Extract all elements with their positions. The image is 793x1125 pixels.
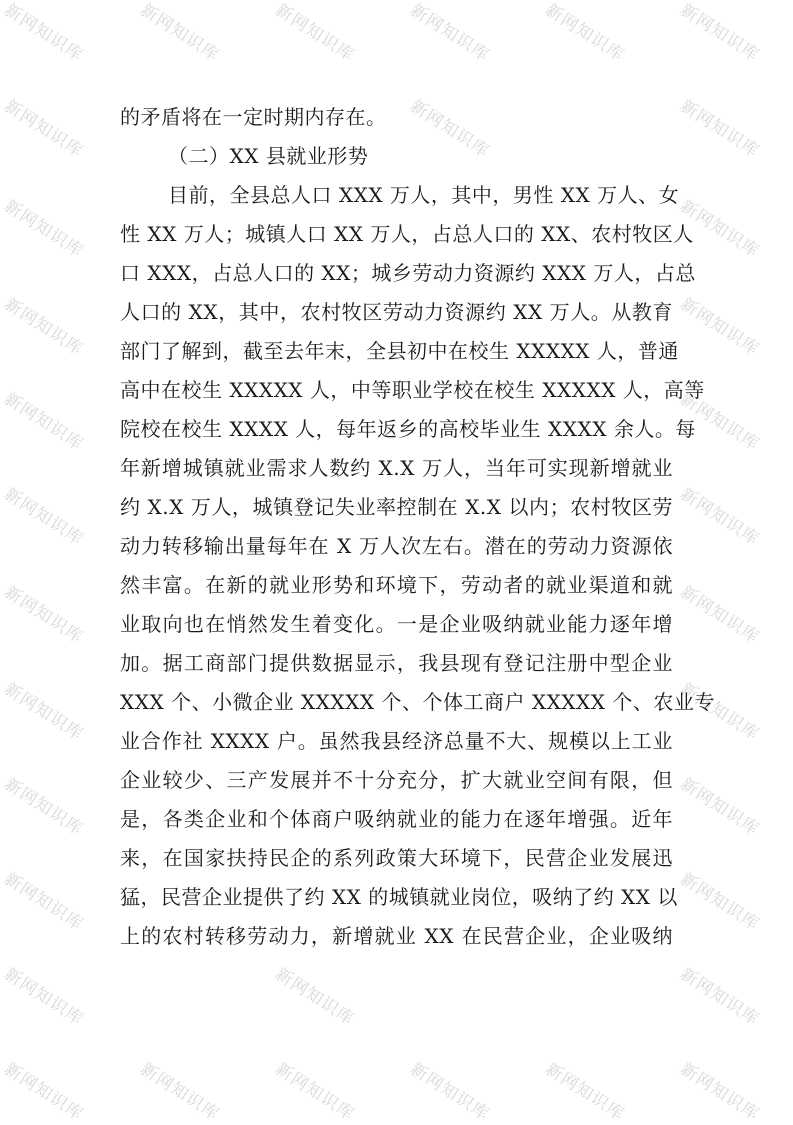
watermark: 新网知识库 [676, 0, 763, 66]
section-heading: （二）XX 县就业形势 [168, 144, 369, 168]
paragraph-line: 业取向也在悄然发生着变化。一是企业吸纳就业能力逐年增 [120, 612, 673, 636]
watermark: 新网知识库 [406, 0, 493, 66]
paragraph-line: 来，在国家扶持民企的系列政策大环境下，民营企业发展迅 [120, 846, 673, 870]
paragraph-line: 上的农村转移劳动力，新增就业 XX 在民营企业，企业吸纳 [120, 924, 673, 948]
watermark: 新网知识库 [271, 964, 358, 1030]
watermark: 新网知识库 [0, 0, 87, 66]
paragraph-line: 部门了解到，截至去年末，全县初中在校生 XXXXX 人，普通 [120, 339, 679, 363]
watermark: 新网知识库 [676, 869, 763, 935]
watermark: 新网知识库 [676, 679, 763, 745]
watermark: 新网知识库 [136, 1059, 223, 1125]
watermark: 新网知识库 [0, 964, 87, 1030]
paragraph-line: 性 XX 万人；城镇人口 XX 万人，占总人口的 XX、农村牧区人 [120, 222, 694, 246]
watermark: 新网知识库 [541, 0, 628, 66]
watermark: 新网知识库 [0, 196, 87, 262]
paragraph-line: 然丰富。在新的就业形势和环境下，劳动者的就业渠道和就 [120, 573, 673, 597]
watermark: 新网知识库 [406, 1059, 493, 1125]
paragraph-line: 是，各类企业和个体商户吸纳就业的能力在逐年增强。近年 [120, 807, 673, 831]
watermark: 新网知识库 [136, 0, 223, 66]
paragraph-line: 目前，全县总人口 XXX 万人，其中，男性 XX 万人、女 [168, 183, 680, 207]
paragraph-line: 约 X.X 万人，城镇登记失业率控制在 X.X 以内；农村牧区劳 [120, 495, 673, 519]
watermark: 新网知识库 [0, 294, 87, 360]
paragraph-line: 高中在校生 XXXXX 人，中等职业学校在校生 XXXXX 人，高等 [120, 378, 705, 402]
watermark: 新网知识库 [676, 294, 763, 360]
paragraph-line: 口 XXX，占总人口的 XX；城乡劳动力资源约 XXX 万人，占总 [120, 261, 696, 285]
watermark: 新网知识库 [541, 1059, 628, 1125]
watermark: 新网知识库 [676, 1059, 763, 1125]
document-body [120, 98, 715, 956]
paragraph-line: 猛，民营企业提供了约 XX 的城镇就业岗位，吸纳了约 XX 以 [120, 885, 678, 909]
paragraph-line: 院校在校生 XXXX 人，每年返乡的高校毕业生 XXXX 余人。每 [120, 417, 696, 441]
watermark: 新网知识库 [676, 484, 763, 550]
paragraph-line: 年新增城镇就业需求人数约 X.X 万人，当年可实现新增就业 [120, 456, 673, 480]
watermark: 新网知识库 [0, 1059, 87, 1125]
watermark: 新网知识库 [0, 582, 87, 648]
watermark: 新网知识库 [676, 196, 763, 262]
watermark: 新网知识库 [676, 774, 763, 840]
paragraph-line: 加。据工商部门提供数据显示，我县现有登记注册中型企业 [120, 651, 673, 675]
watermark: 新网知识库 [0, 869, 87, 935]
watermark: 新网知识库 [676, 389, 763, 455]
watermark: 新网知识库 [406, 96, 493, 162]
paragraph-line: 动力转移输出量每年在 X 万人次左右。潜在的劳动力资源依 [120, 534, 673, 558]
watermark: 新网知识库 [271, 1059, 358, 1125]
watermark: 新网知识库 [676, 964, 763, 1030]
paragraph-line: 人口的 XX，其中，农村牧区劳动力资源约 XX 万人。从教育 [120, 300, 673, 324]
paragraph-line: 的矛盾将在一定时期内存在。 [120, 105, 387, 129]
watermark: 新网知识库 [0, 389, 87, 455]
watermark: 新网知识库 [0, 96, 87, 162]
watermark: 新网知识库 [676, 96, 763, 162]
watermark: 新网知识库 [676, 582, 763, 648]
paragraph-line: XXX 个、小微企业 XXXXX 个、个体工商户 XXXXX 个、农业专 [120, 690, 715, 714]
paragraph-line: 业合作社 XXXX 户。虽然我县经济总量不大、规模以上工业 [120, 729, 673, 753]
watermark: 新网知识库 [0, 679, 87, 745]
watermark: 新网知识库 [0, 774, 87, 840]
watermark: 新网知识库 [0, 484, 87, 550]
paragraph-line: 企业较少、三产发展并不十分充分，扩大就业空间有限，但 [120, 768, 673, 792]
watermark: 新网知识库 [271, 0, 358, 66]
